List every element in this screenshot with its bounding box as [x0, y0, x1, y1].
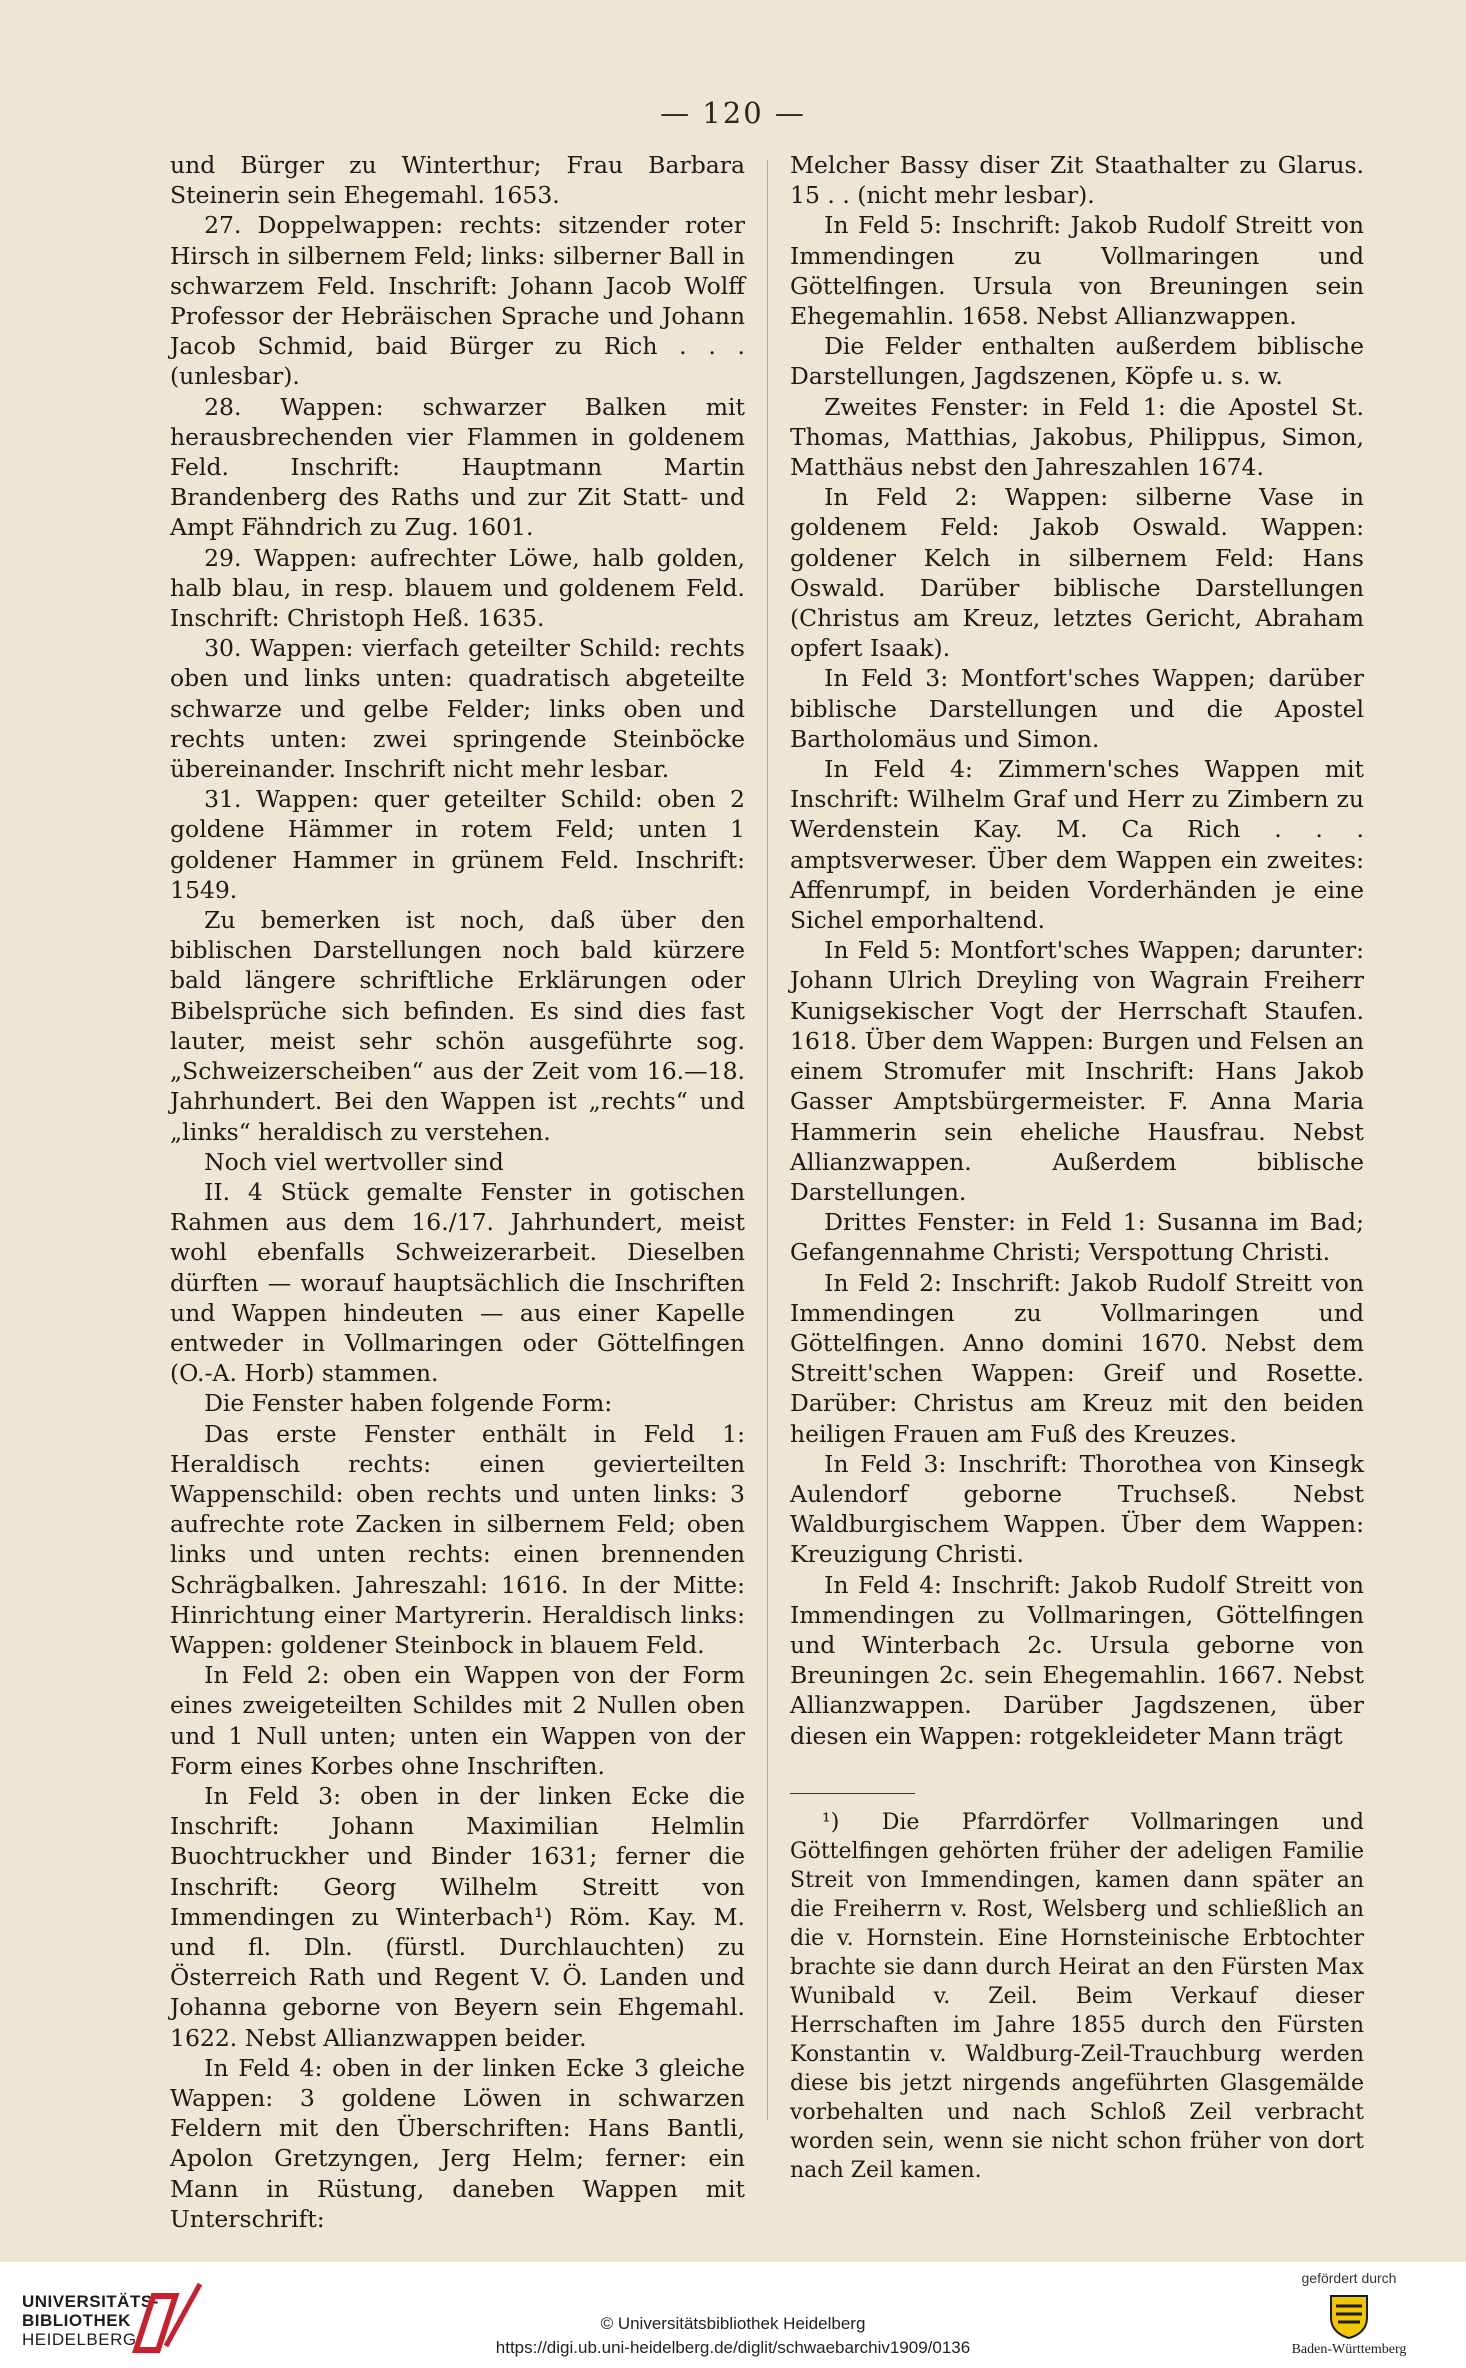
logo-line: UNIVERSITÄTS-: [22, 2292, 159, 2311]
paragraph: Das erste Fenster enthält in Feld 1: Heraldisch rechts: einen gevierteilten Wappenschild: oben rechts und unten links: 3 aufrechte rote Zacken in silbernem Feld; oben links und unten rechts: einen brennenden Schrägbalken. Jahreszahl: 1616. In der Mitte: Hinrichtung einer Martyrerin. Heraldisch links: Wappen: goldener Steinbock in blauem Feld.: [170, 1419, 745, 1659]
paragraph: Die Fenster haben folgende Form:: [204, 1389, 613, 1418]
paragraph: Melcher Bassy diser Zit Staathalter zu Glarus. 15 . . (nicht mehr lesbar).: [790, 151, 1364, 210]
paragraph: Drittes Fenster: in Feld 1: Susanna im Bad; Gefangennahme Christi; Verspottung Christi.: [790, 1208, 1364, 1267]
paragraph: II. 4 Stück gemalte Fenster in gotischen Rahmen aus dem 16./17. Jahrhundert, meist wohl ebenfalls Schweizerarbeit. Dieselben dürften — worauf hauptsächlich die Inschriften und Wappen hindeuten — aus einer Kapelle entweder in Vollmaringen oder Göttelfingen (O.-A. Horb) stammen.: [170, 1177, 745, 1388]
paragraph: und Bürger zu Winterthur; Frau Barbara Steinerin sein Ehegemahl. 1653.: [170, 151, 745, 210]
footnote-rule: [790, 1793, 915, 1794]
footer-bar: [0, 2262, 1466, 2368]
paragraph: Zu bemerken ist noch, daß über den biblischen Darstellungen noch bald kürzere bald längere schriftliche Erklärungen oder Bibelsprüche sich befinden. Es sind dies fast lauter, meist sehr schön ausgeführte sog. „Schweizerscheiben“ aus der Zeit vom 16.—18. Jahrhundert. Bei den Wappen ist „rechts“ und „links“ heraldisch zu verstehen.: [170, 906, 745, 1146]
paragraph: Noch viel wertvoller sind: [204, 1147, 504, 1176]
logo-line: HEIDELBERG: [22, 2330, 137, 2349]
paragraph: 28. Wappen: schwarzer Balken mit herausbrechenden vier Flammen in goldenem Feld. Inschrift: Hauptmann Martin Brandenberg des Raths und zur Zit Statt- und Ampt Fähndrich zu Zug. 1601.: [170, 392, 745, 542]
paragraph: 27. Doppelwappen: rechts: sitzender roter Hirsch in silbernem Feld; links: silberner Ball in schwarzem Feld. Inschrift: Johann Jacob Wolff Professor der Hebräischen Sprache und Johann Jacob Schmid, baid Bürger zu Rich . . . (unlesbar).: [170, 211, 745, 391]
paragraph: In Feld 3: Inschrift: Thorothea von Kinsegk Aulendorf geborne Truchseß. Nebst Waldburgischem Wappen. Über dem Wappen: Kreuzigung Christi.: [790, 1449, 1364, 1569]
page-number: — 120 —: [660, 96, 806, 130]
paragraph: In Feld 2: oben ein Wappen von der Form eines zweigeteilten Schildes mit 2 Nullen oben und 1 Null unten; unten ein Wappen von der Form eines Korbes ohne Inschriften.: [170, 1661, 745, 1780]
permalink[interactable]: https://digi.ub.uni-heidelberg.de/diglit/schwaebarchiv1909/0136: [495, 2338, 971, 2357]
paragraph: In Feld 4: oben in der linken Ecke 3 gleiche Wappen: 3 goldene Löwen in schwarzen Feldern mit den Überschriften: Hans Bantli, Apolon Gretzyngen, Jerg Helm; ferner: ein Mann in Rüstung, daneben Wappen mit Unterschrift:: [170, 2053, 745, 2233]
left-column: [170, 150, 745, 2233]
paragraph: In Feld 4: Zimmern'sches Wappen mit Inschrift: Wilhelm Graf und Herr zu Zimbern zu Werdenstein Kay. M. Ca Rich . . . amptsverweser. Über dem Wappen ein zweites: Affenrumpf, in beiden Vorderhänden je eine Sichel emporhaltend.: [790, 755, 1364, 935]
funded-state: Baden-Württemberg: [1291, 2342, 1407, 2357]
copyright-notice: © Universitätsbibliothek Heidelberg: [600, 2314, 866, 2333]
paragraph: 30. Wappen: vierfach geteilter Schild: rechts oben und links unten: quadratisch abgeteilte schwarze und gelbe Felder; links oben und rechts unten: zwei springende Steinböcke übereinander. Inschrift nicht mehr lesbar.: [170, 634, 745, 784]
baden-wuerttemberg-crest-icon: [1327, 2292, 1371, 2340]
funded-label: gefördert durch: [1301, 2270, 1397, 2286]
paragraph: In Feld 2: Wappen: silberne Vase in goldenem Feld: Jakob Oswald. Wappen: goldener Kelch in silbernem Feld: Hans Oswald. Darüber biblische Darstellungen (Christus am Kreuz, letztes Gericht, Abraham opfert Isaak).: [790, 483, 1364, 663]
paragraph: In Feld 3: Montfort'sches Wappen; darüber biblische Darstellungen und die Apostel Bartholomäus und Simon.: [790, 664, 1364, 753]
paragraph: In Feld 5: Montfort'sches Wappen; darunter: Johann Ulrich Dreyling von Wagrain Freiherr Kunigsekischer Vogt der Herrschaft Staufen. 1618. Über dem Wappen: Burgen und Felsen an einem Stromufer mit Inschrift: Hans Jakob Gasser Amptsbürgermeister. F. Anna Maria Hammerin sein eheliche Hausfrau. Nebst Allianzwappen. Außerdem biblische Darstellungen.: [790, 936, 1364, 1206]
logo-line: BIBLIOTHEK: [22, 2311, 131, 2330]
paragraph: Die Felder enthalten außerdem biblische Darstellungen, Jagdszenen, Köpfe u. s. w.: [790, 332, 1364, 391]
footnote: ¹) Die Pfarrdörfer Vollmaringen und Göttelfingen gehörten früher der adeligen Familie Streit von Immendingen, kamen dann später an die Freiherrn v. Rost, Welsberg und schließlich an die v. Hornstein. Eine Hornsteinische Erbtochter brachte sie dann durch Heirat an den Fürsten Max Wunibald v. Zeil. Beim Verkauf dieser Herrschaften im Jahre 1855 durch den Fürsten Konstantin v. Waldburg-Zeil-Trauchburg werden diese bis jetzt nirgends angeführten Glasgemälde vorbehalten und nach Schloß Zeil verbracht worden sein, wenn sie nicht schon früher von dort nach Zeil kamen.: [790, 1809, 1364, 2183]
funding-notice: [1264, 2270, 1434, 2358]
paragraph: In Feld 4: Inschrift: Jakob Rudolf Streitt von Immendingen zu Vollmaringen, Göttelfingen und Winterbach 2c. Ursula geborne von Breuningen 2c. sein Ehegemahlin. 1667. Nebst Allianzwappen. Darüber Jagdszenen, über diesen ein Wappen: rotgekleideter Mann trägt: [790, 1570, 1364, 1750]
paragraph: Zweites Fenster: in Feld 1: die Apostel St. Thomas, Matthias, Jakobus, Philippus, Simon, Matthäus nebst den Jahreszahlen 1674.: [790, 392, 1364, 482]
paragraph: 31. Wappen: quer geteilter Schild: oben 2 goldene Hämmer in rotem Feld; unten 1 goldener Hammer in grünem Feld. Inschrift: 1549.: [170, 785, 745, 904]
paragraph: In Feld 2: Inschrift: Jakob Rudolf Streitt von Immendingen zu Vollmaringen und Göttelfingen. Anno domini 1670. Nebst dem Streitt'schen Wappen: Greif und Rosette. Darüber: Christus am Kreuz mit den beiden heiligen Frauen am Fuß des Kreuzes.: [790, 1268, 1364, 1448]
right-column: [790, 150, 1364, 2200]
paragraph: In Feld 3: oben in der linken Ecke die Inschrift: Johann Maximilian Helmlin Buochtruckher und Binder 1631; ferner die Inschrift: Georg Wilhelm Streitt von Immendingen zu Winterbach¹) Röm. Kay. M. und fl. Dln. (fürstl. Durchlauchten) zu Österreich Rath und Regent V. Ö. Landen und Johanna geborne von Beyern sein Ehgemahl. 1622. Nebst Allianzwappen beider.: [170, 1781, 745, 2052]
paragraph: In Feld 5: Inschrift: Jakob Rudolf Streitt von Immendingen zu Vollmaringen und Göttelfingen. Ursula von Breuningen sein Ehegemahlin. 1658. Nebst Allianzwappen.: [790, 211, 1364, 331]
column-divider: [767, 160, 768, 2120]
paragraph: 29. Wappen: aufrechter Löwe, halb golden, halb blau, in resp. blauem und goldenem Feld. Inschrift: Christoph Heß. 1635.: [170, 543, 745, 633]
